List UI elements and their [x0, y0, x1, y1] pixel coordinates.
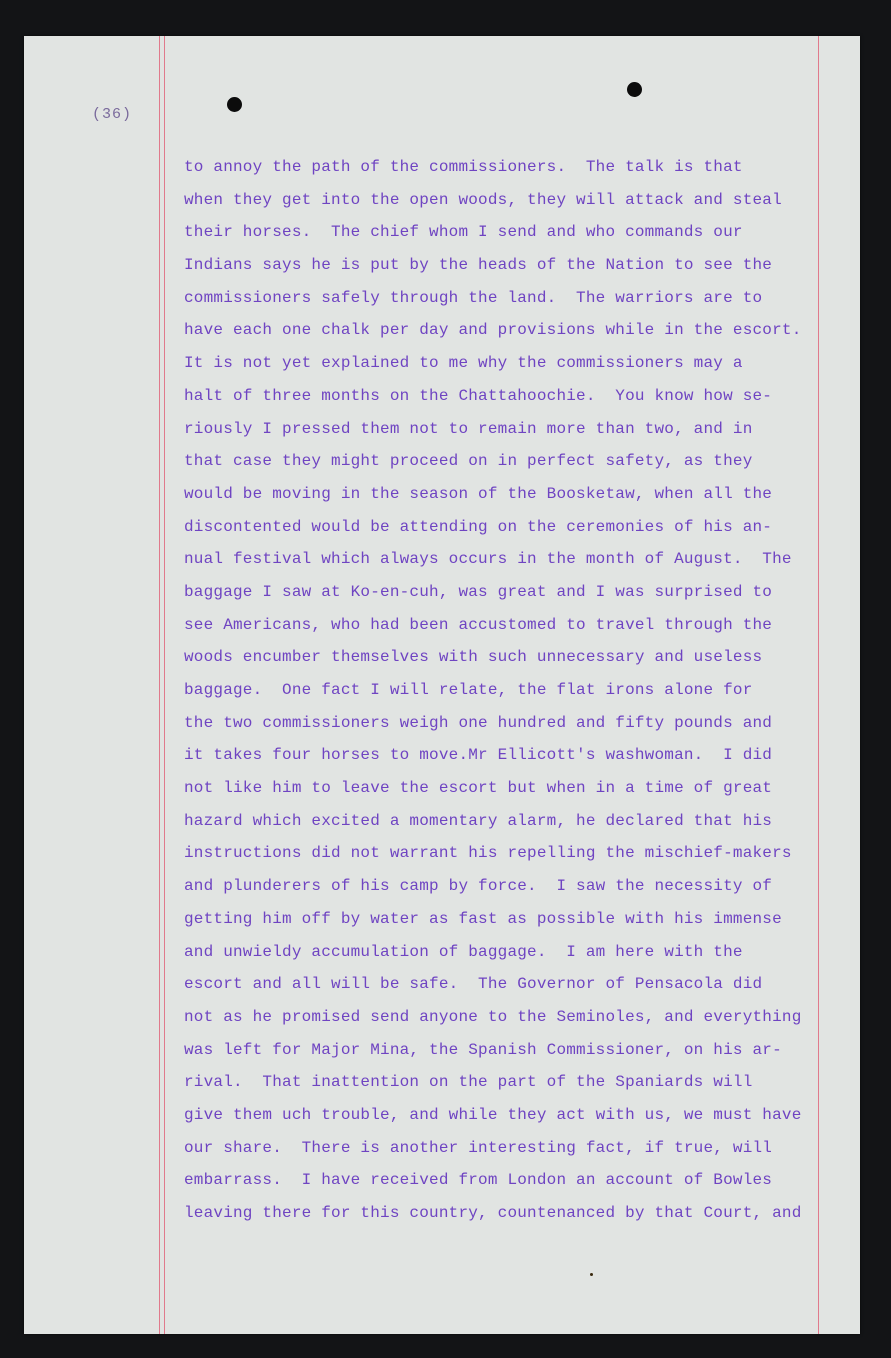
text-line: commissioners safely through the land. The warriors are to — [184, 288, 763, 307]
text-line: It is not yet explained to me why the commissioners may a — [184, 354, 743, 373]
page-number: (36) — [92, 106, 133, 123]
text-line: give them uch trouble, and while they act with us, we must have — [184, 1105, 802, 1124]
text-line: when they get into the open woods, they will attack and steal — [184, 190, 782, 209]
text-line: baggage. One fact I will relate, the flat irons alone for — [184, 681, 753, 699]
text-line: embarrass. I have received from London an account of Bowles — [184, 1171, 773, 1190]
text-line: that case they might proceed on in perfect safety, as they — [184, 452, 753, 471]
text-line: woods encumber themselves with such unnecessary and useless — [184, 648, 763, 667]
left-margin-line — [159, 36, 160, 1334]
text-line: leaving there for this country, countenanced by that Court, and — [184, 1204, 802, 1222]
text-line: see Americans, who had been accustomed to travel through the — [184, 615, 773, 634]
text-line: and unwieldy accumulation of baggage. I am here with the — [184, 942, 743, 961]
punch-hole-right — [627, 82, 642, 97]
text-line: not like him to leave the escort but when in a time of great — [184, 779, 773, 798]
punch-hole-left — [227, 97, 242, 112]
text-line: the two commissioners weigh one hundred and fifty pounds and — [184, 713, 773, 732]
text-line: their horses. The chief whom I send and who commands our — [184, 223, 743, 242]
text-line: baggage I saw at Ko-en-cuh, was great and I was surprised to — [184, 582, 773, 601]
text-line: escort and all will be safe. The Governor of Pensacola did — [184, 975, 763, 994]
text-line: rival. That inattention on the part of the Spaniards will — [184, 1073, 753, 1092]
document-page — [24, 36, 860, 1334]
typed-text-body — [184, 151, 844, 1230]
text-line: halt of three months on the Chattahoochie. You know how se- — [184, 386, 773, 405]
text-line: to annoy the path of the commissioners. The talk is that — [184, 158, 743, 176]
text-line: not as he promised send anyone to the Seminoles, and everything — [184, 1007, 802, 1026]
text-line: it takes four horses to move.Mr Ellicott's washwoman. I did — [184, 746, 773, 765]
text-line: Indians says he is put by the heads of the Nation to see the — [184, 256, 773, 275]
left-margin-line-inner — [164, 36, 165, 1334]
text-line: hazard which excited a momentary alarm, he declared that his — [184, 811, 773, 830]
text-line: riously I pressed them not to remain more than two, and in — [184, 419, 753, 438]
text-line: was left for Major Mina, the Spanish Commissioner, on his ar- — [184, 1040, 782, 1059]
text-line: instructions did not warrant his repelling the mischief-makers — [184, 844, 792, 863]
ink-speck — [590, 1273, 593, 1276]
text-line: and plunderers of his camp by force. I saw the necessity of — [184, 877, 773, 896]
text-line: discontented would be attending on the ceremonies of his an- — [184, 517, 773, 536]
text-line: our share. There is another interesting fact, if true, will — [184, 1138, 773, 1157]
text-line: nual festival which always occurs in the month of August. The — [184, 550, 792, 569]
text-line: getting him off by water as fast as possible with his immense — [184, 909, 782, 928]
text-line: have each one chalk per day and provisions while in the escort. — [184, 321, 802, 340]
text-line: would be moving in the season of the Boosketaw, when all the — [184, 484, 773, 503]
